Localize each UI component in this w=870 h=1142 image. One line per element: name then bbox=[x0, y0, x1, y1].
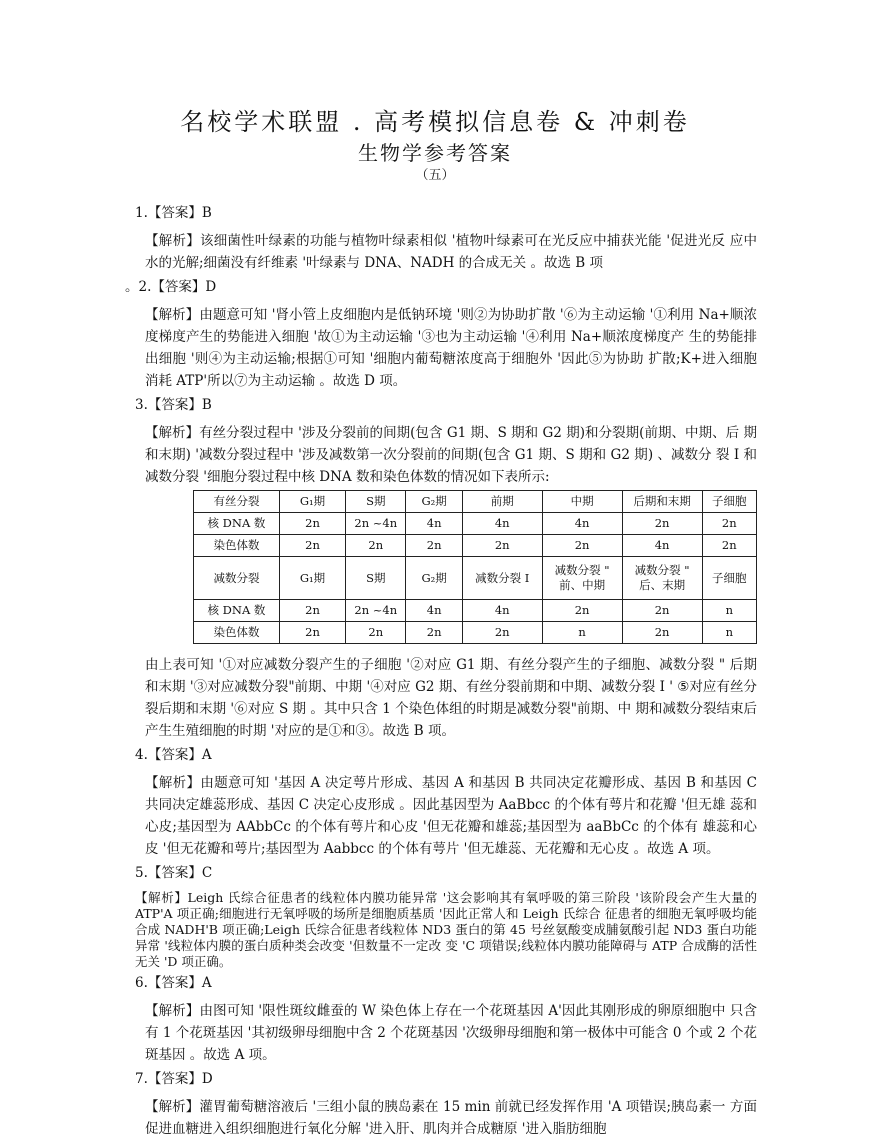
table-cell: G₂期 bbox=[406, 557, 462, 600]
q2-answer: 。2.【答案】D bbox=[125, 279, 217, 295]
q7-analysis: 【解析】灌胃葡萄糖溶液后 '三组小鼠的胰岛素在 15 min 前就已经发挥作用 'A 项错误;胰岛素一 方面促进血糖进入组织细胞进行氧化分解 '进入肝、肌肉并合成糖原 '进入脂肪细胞 bbox=[145, 1099, 757, 1137]
table-cell: 子细胞 bbox=[702, 491, 756, 513]
q5-answer: 5.【答案】C bbox=[135, 865, 213, 881]
q5-analysis: 【解析】Leigh 氏综合征患者的线粒体内膜功能异常 '这会影响其有氧呼吸的第三阶段 '该阶段会产生大量的 ATP'A 项正确;细胞进行无氧呼吸的场所是细胞质基质 '因此正常人和 Leigh 氏综合 征患者的细胞无氧呼吸均能合成 NADH'B 项正确;Leigh 氏综合征患者线粒体 ND3 蛋白的第 45 号丝氨酸变成脯氨酸引起 ND3 蛋白功能异常 '线粒体内膜的蛋白质种类会改变 '但数量不一定改 变 'C 项错误;线粒体内膜功能障碍与 ATP 合成酶的活性无关 'D 项正确。 bbox=[135, 890, 757, 969]
table-cell: 2n bbox=[406, 535, 462, 557]
q2-analysis: 【解析】由题意可知 '肾小管上皮细胞内是低钠环境 '则②为协助扩散 '⑥为主动运输 '①利用 Na+顺浓度梯度产生的势能进入细胞 '故①为主动运输 '③也为主动运输 '④利用 Na+顺浓度梯度产 生的势能排出细胞 '则④为主动运输;根据①可知 '细胞内葡萄糖浓度高于细胞外 '因此⑤为协助 扩散;K+进入细胞消耗 ATP'所以⑦为主动运输 。故选 D 项。 bbox=[145, 307, 757, 389]
table-cell: G₁期 bbox=[279, 557, 345, 600]
table-cell: n bbox=[702, 600, 756, 622]
table-cell: S期 bbox=[346, 557, 406, 600]
q3-analysis: 【解析】有丝分裂过程中 '涉及分裂前的间期(包含 G1 期、S 期和 G2 期)和分裂期(前期、中期、后 期和末期) '减数分裂过程中 '涉及减数第一次分裂前的间期(包含 G1 期、S 期和 G2 期) 、减数分 裂 I 和减数分裂 '细胞分裂过程中核 DNA 数和染色体数的情况如下表所示: bbox=[145, 425, 757, 485]
table-cell: 2n ~4n bbox=[346, 600, 406, 622]
table-cell: 2n bbox=[462, 535, 542, 557]
table-cell: n bbox=[542, 622, 622, 644]
q6-answer: 6.【答案】A bbox=[135, 975, 212, 991]
table-cell: 2n bbox=[346, 535, 406, 557]
table-cell: n bbox=[702, 622, 756, 644]
table-cell: 减数分裂 I bbox=[462, 557, 542, 600]
table-cell: 2n bbox=[406, 622, 462, 644]
page-title: 名校学术联盟 . 高考模拟信息卷 & 冲刺卷 bbox=[180, 108, 690, 136]
table-cell: 4n bbox=[542, 513, 622, 535]
table-cell: 4n bbox=[406, 600, 462, 622]
q1-answer: 1.【答案】B bbox=[135, 205, 212, 221]
table-cell: 2n bbox=[279, 600, 345, 622]
q4-analysis: 【解析】由题意可知 '基因 A 决定萼片形成、基因 A 和基因 B 共同决定花瓣形成、基因 B 和基因 C 共同决定雄蕊形成、基因 C 决定心皮形成 。因此基因型为 AaBbcc 的个体有萼片和花瓣 '但无雄 蕊和心皮;基因型为 AAbbCc 的个体有萼片和心皮 '但无花瓣和雄蕊;基因型为 aaBbCc 的个体有 雄蕊和心皮 '但无花瓣和萼片;基因型为 Aabbcc 的个体有萼片 '但无雄蕊、无花瓣和无心皮 。故选 A 项。 bbox=[145, 775, 757, 857]
table-cell: 2n bbox=[542, 535, 622, 557]
table-cell: 4n bbox=[462, 600, 542, 622]
table-row bbox=[194, 557, 757, 600]
table-cell: 中期 bbox=[542, 491, 622, 513]
table-row bbox=[194, 600, 757, 622]
table-cell: 核 DNA 数 bbox=[194, 513, 280, 535]
table-cell: G₁期 bbox=[279, 491, 345, 513]
table-cell: 2n bbox=[279, 513, 345, 535]
table-cell: 4n bbox=[406, 513, 462, 535]
table-cell: 2n bbox=[542, 600, 622, 622]
table-cell: 2n bbox=[702, 535, 756, 557]
table-cell: 染色体数 bbox=[194, 535, 280, 557]
table-cell: 2n bbox=[462, 622, 542, 644]
table-cell: 2n bbox=[622, 513, 702, 535]
cell-division-table bbox=[193, 490, 757, 644]
table-cell: 减数分裂 " 后、末期 bbox=[622, 557, 702, 600]
table-cell: 有丝分裂 bbox=[194, 491, 280, 513]
table-cell: 核 DNA 数 bbox=[194, 600, 280, 622]
q4-answer: 4.【答案】A bbox=[135, 747, 212, 763]
table-cell: 前期 bbox=[462, 491, 542, 513]
table-cell: 减数分裂 bbox=[194, 557, 280, 600]
table-cell: 4n bbox=[462, 513, 542, 535]
table-cell: G₂期 bbox=[406, 491, 462, 513]
table-cell: 2n bbox=[622, 600, 702, 622]
q7-answer: 7.【答案】D bbox=[135, 1071, 213, 1087]
table-cell: S期 bbox=[346, 491, 406, 513]
table-cell: 减数分裂 " 前、中期 bbox=[542, 557, 622, 600]
q6-analysis: 【解析】由图可知 '限性斑纹雌蚕的 W 染色体上存在一个花斑基因 A'因此其刚形成的卵原细胞中 只含有 1 个花斑基因 '其初级卵母细胞中含 2 个花斑基因 '次级卵母细胞和第一极体中可能含 0 个或 2 个花斑基因 。故选 A 项。 bbox=[145, 1003, 757, 1063]
q1-analysis: 【解析】该细菌性叶绿素的功能与植物叶绿素相似 '植物叶绿素可在光反应中捕获光能 '促进光反 应中水的光解;细菌没有纤维素 '叶绿素与 DNA、NADH 的合成无关 。故选 B 项 bbox=[145, 233, 757, 271]
table-row bbox=[194, 513, 757, 535]
table-cell: 2n bbox=[279, 622, 345, 644]
table-row bbox=[194, 491, 757, 513]
table-cell: 2n ~4n bbox=[346, 513, 406, 535]
page-subtitle: 生物学参考答案 bbox=[358, 141, 512, 165]
table-cell: 2n bbox=[702, 513, 756, 535]
table-cell: 子细胞 bbox=[702, 557, 756, 600]
table-row bbox=[194, 622, 757, 644]
table-cell: 后期和末期 bbox=[622, 491, 702, 513]
table-cell: 2n bbox=[279, 535, 345, 557]
table-cell: 染色体数 bbox=[194, 622, 280, 644]
q3-answer: 3.【答案】B bbox=[135, 397, 212, 413]
q3-conclusion: 由上表可知 '①对应减数分裂产生的子细胞 '②对应 G1 期、有丝分裂产生的子细胞、减数分裂 " 后期和末期 '③对应减数分裂"前期、中期 '④对应 G2 期、有丝分裂前期和中期、减数分裂 I ' ⑤对应有丝分裂后期和末期 '⑥对应 S 期 。其中只含 1 个染色体组的时期是减数分裂"前期、中 期和减数分裂结束后产生生殖细胞的时期 '对应的是①和③。故选 B 项。 bbox=[145, 657, 757, 739]
table-cell: 2n bbox=[622, 622, 702, 644]
answers-body bbox=[125, 200, 757, 1142]
edition-label: （五） bbox=[415, 168, 455, 183]
table-row bbox=[194, 535, 757, 557]
table-cell: 4n bbox=[622, 535, 702, 557]
table-cell: 2n bbox=[346, 622, 406, 644]
